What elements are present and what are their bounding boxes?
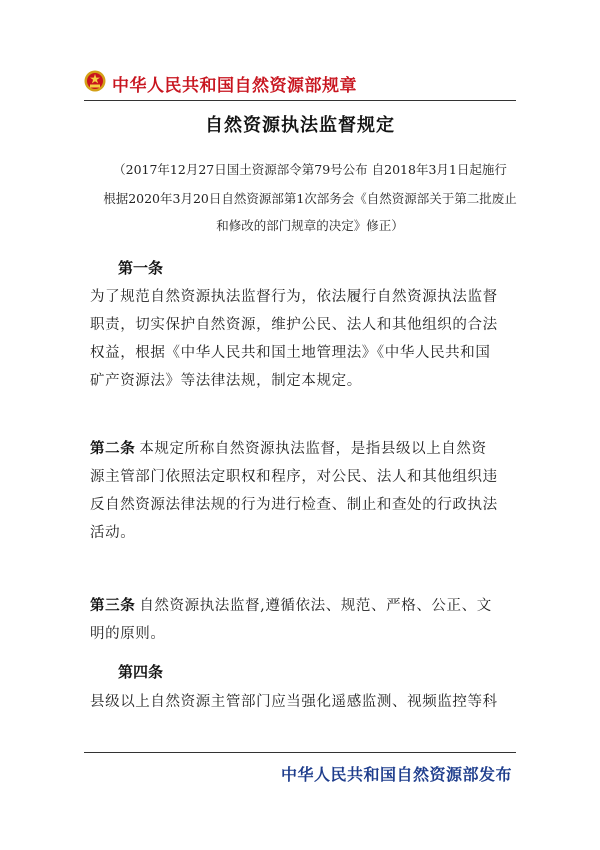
article-line: 职责，切实保护自然资源，维护公民、法人和其他组织的合法 bbox=[90, 317, 498, 333]
page-header bbox=[84, 70, 524, 102]
article-line: 为了规范自然资源执法监督行为，依法履行自然资源执法监督 bbox=[90, 289, 498, 305]
article-line: 活动。 bbox=[90, 525, 136, 541]
document-title: 自然资源执法监督规定 bbox=[205, 115, 395, 136]
article-line: 明的原则。 bbox=[90, 626, 166, 642]
article-line: 权益，根据《中华人民共和国土地管理法》《中华人民共和国 bbox=[90, 345, 491, 361]
document-note-line: 和修改的部门规章的决定》修正） bbox=[216, 218, 404, 233]
article-line: 第三条 自然资源执法监督,遵循依法、规范、严格、公正、文 bbox=[90, 598, 492, 614]
article-line: 县级以上自然资源主管部门应当强化遥感监测、视频监控等科 bbox=[90, 694, 498, 710]
article-line: 矿产资源法》等法律法规，制定本规定。 bbox=[90, 373, 362, 389]
article-2-body bbox=[90, 435, 520, 547]
article-3-heading: 第三条 bbox=[90, 598, 136, 614]
header-title: 中华人民共和国自然资源部规章 bbox=[112, 76, 357, 96]
article-1-body bbox=[90, 283, 520, 395]
article-1-heading: 第一条 bbox=[118, 259, 164, 277]
article-2-heading: 第二条 bbox=[90, 441, 136, 457]
document-note-line: （2017年12月27日国土资源部令第79号公布 自2018年3月1日起施行 bbox=[113, 162, 507, 177]
document-note-line: 根据2020年3月20日自然资源部第1次部务会《自然资源部关于第二批废止 bbox=[103, 191, 517, 206]
article-4-body bbox=[90, 688, 520, 716]
national-emblem-icon bbox=[84, 70, 106, 92]
footer-publisher: 中华人民共和国自然资源部发布 bbox=[280, 765, 512, 784]
article-4-heading: 第四条 bbox=[118, 663, 164, 681]
article-line: 反自然资源法律法规的行为进行检查、制止和查处的行政执法 bbox=[90, 497, 498, 513]
header-divider bbox=[84, 100, 516, 101]
footer-divider bbox=[84, 752, 516, 753]
article-3-body bbox=[90, 592, 520, 648]
article-line: 第二条 本规定所称自然资源执法监督，是指县级以上自然资 bbox=[90, 441, 487, 457]
article-line: 源主管部门依照法定职权和程序，对公民、法人和其他组织违 bbox=[90, 469, 498, 485]
